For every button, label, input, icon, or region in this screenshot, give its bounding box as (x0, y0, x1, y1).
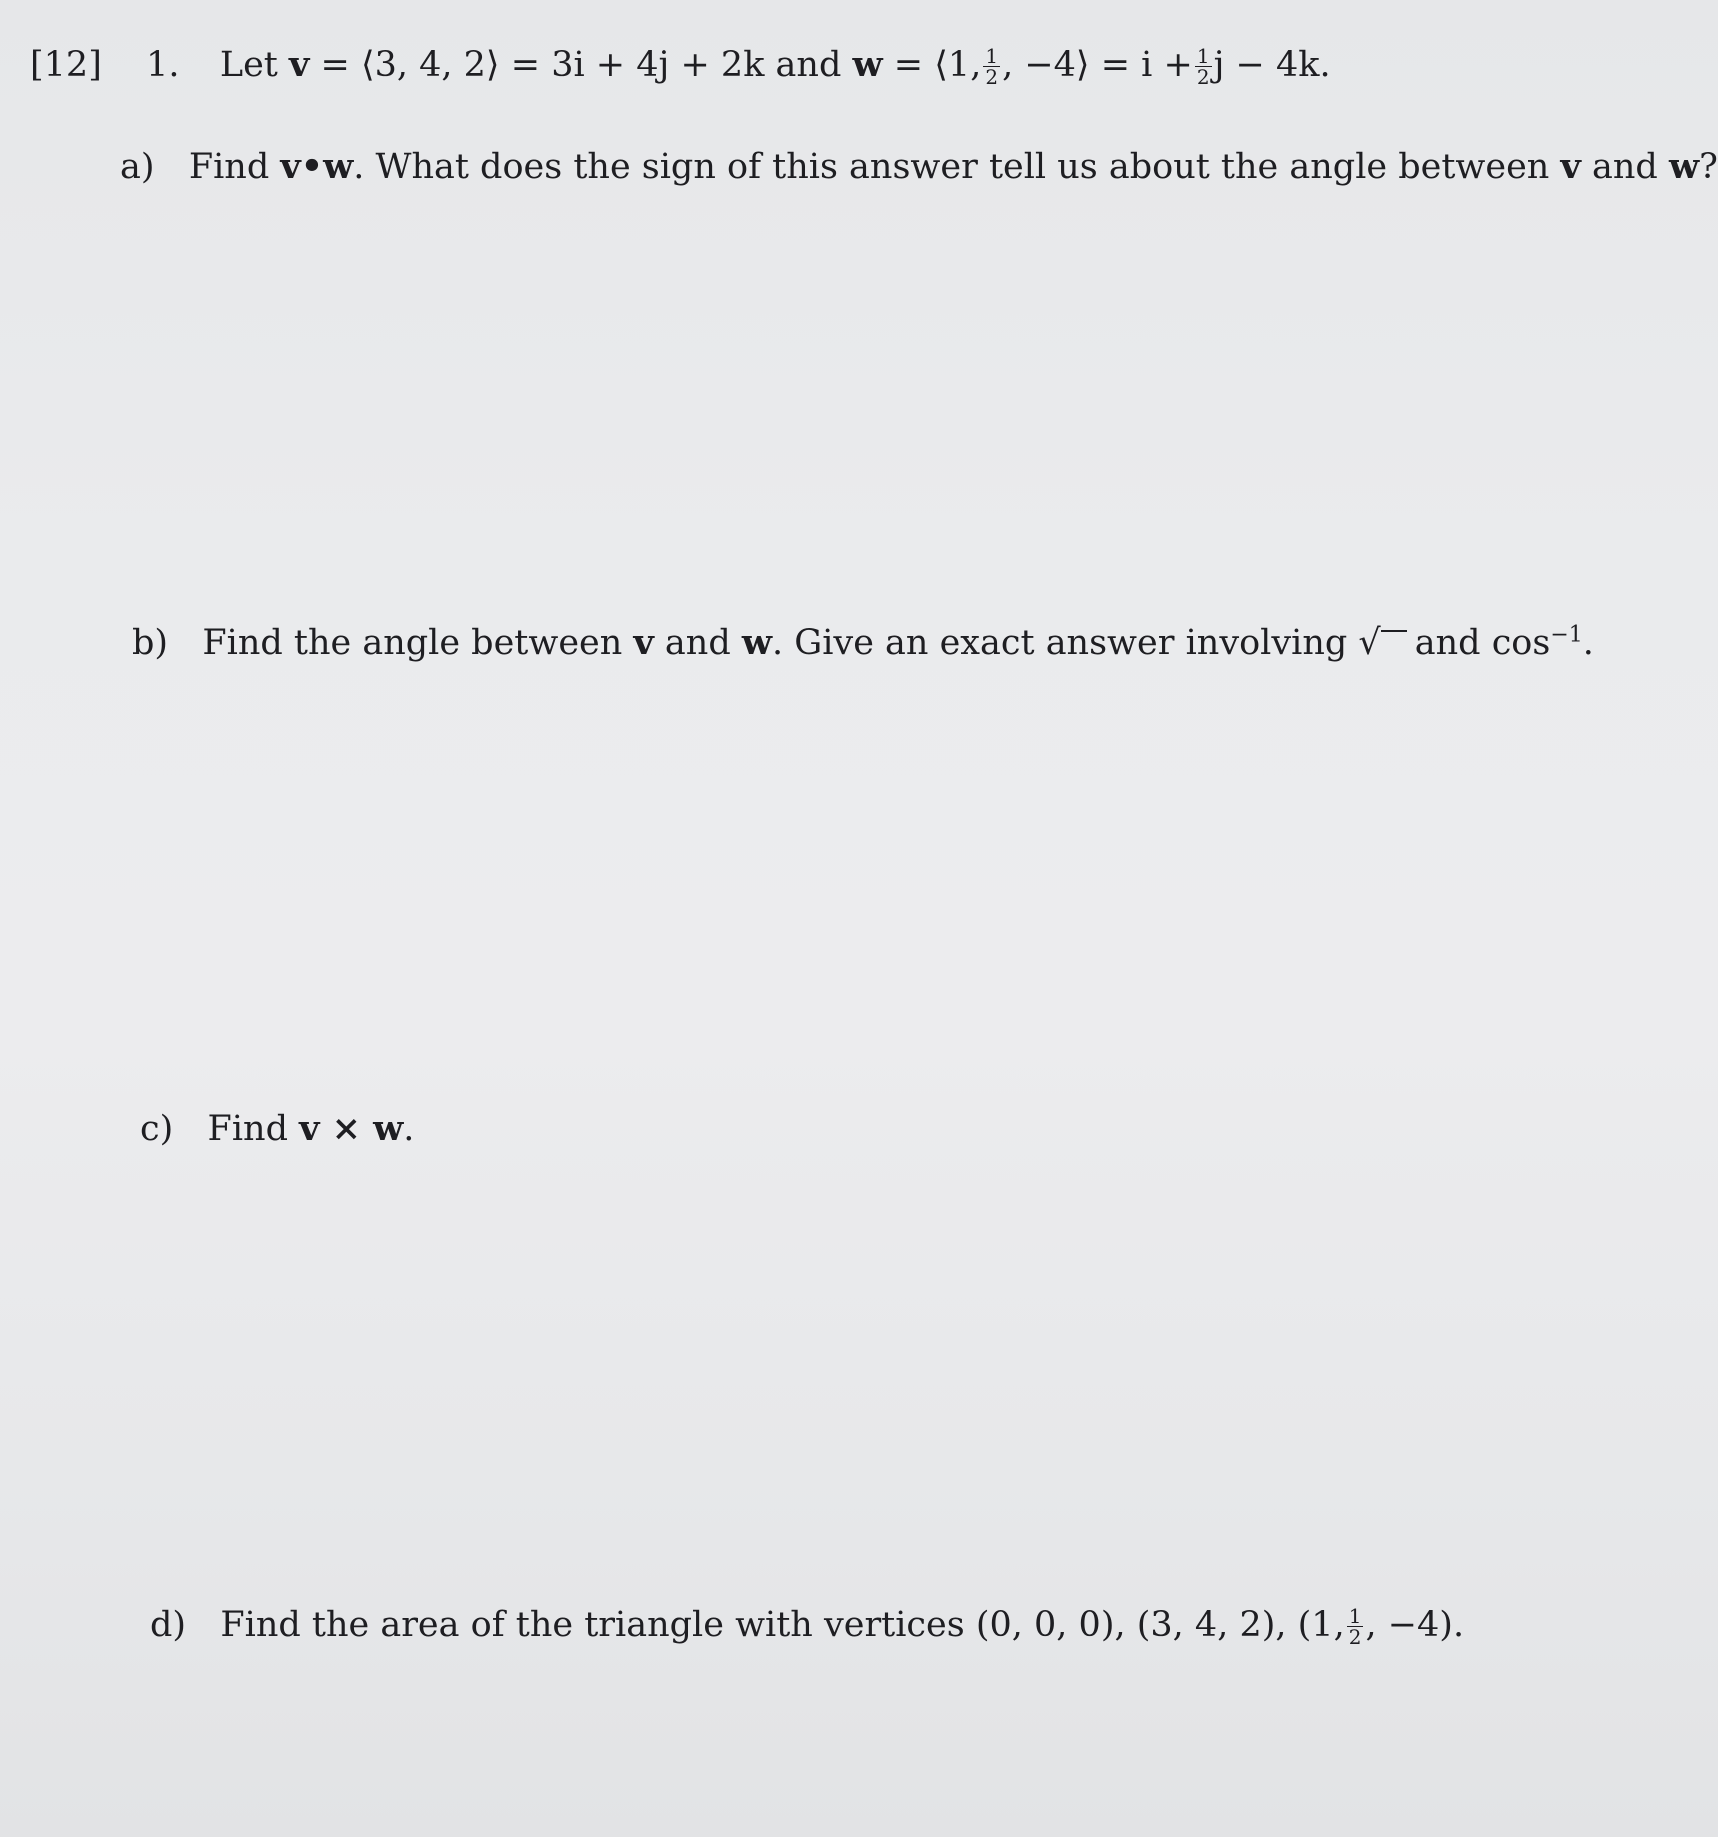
part-b-instruction: . Give an exact answer involving (772, 623, 1348, 663)
fraction-one-half: $\frac{1}{2}$ (1348, 1604, 1362, 1649)
vector-w: w (852, 44, 883, 85)
part-d-text: Find the area of the triangle with vertices (220, 1605, 965, 1645)
problem-number: 1. (146, 45, 180, 85)
vertex-1: (0, 0, 0), (975, 1605, 1126, 1645)
inverse-exponent: −1 (1550, 622, 1583, 648)
equals-sign: = (510, 45, 541, 85)
vertex-3-close: , −4). (1365, 1605, 1465, 1645)
dot-product-expr: v•w (280, 146, 354, 187)
part-c-find: Find (207, 1109, 288, 1149)
part-b (132, 622, 1594, 664)
part-a-label: a) (120, 147, 155, 187)
and-word: and (1414, 623, 1481, 663)
equals-sign: = (1100, 45, 1131, 85)
question-mark: ? (1699, 147, 1718, 187)
sqrt-bar (1381, 630, 1407, 632)
sqrt-symbol: √ (1358, 623, 1381, 663)
w-expanded-start: i + (1141, 45, 1193, 85)
cross-product-expr: v × w (299, 1108, 404, 1149)
part-c (140, 1108, 414, 1150)
cos-function: cos (1491, 623, 1551, 663)
points-label: [12] (30, 45, 102, 85)
and-word: and (1591, 147, 1658, 187)
w-tuple-open: ⟨1, (934, 45, 982, 85)
part-a-question: . What does the sign of this answer tell us about the angle between (353, 147, 1550, 187)
vector-v: v (1560, 146, 1581, 187)
fraction-one-half: $\frac{1}{2}$ (985, 44, 999, 89)
part-a (120, 146, 1718, 188)
w-expanded-end: j − 4k. (1213, 45, 1331, 85)
part-b-find: Find the angle between (202, 623, 623, 663)
fraction-one-half: $\frac{1}{2}$ (1196, 44, 1210, 89)
problem-statement (30, 44, 1331, 87)
v-expanded: 3i + 4j + 2k (551, 45, 765, 85)
part-a-find: Find (188, 147, 270, 187)
period: . (403, 1109, 415, 1149)
and-word: and (664, 623, 731, 663)
and-word: and (775, 45, 842, 85)
vector-v: v (289, 44, 310, 85)
part-d (150, 1604, 1464, 1647)
part-c-label: c) (140, 1109, 174, 1149)
let-word: Let (219, 45, 278, 85)
part-d-label: d) (150, 1605, 187, 1645)
equals-sign: = (893, 45, 924, 85)
w-tuple-close: , −4⟩ (1002, 45, 1090, 85)
vertex-2: (3, 4, 2), (1136, 1605, 1287, 1645)
equals-sign: = (320, 45, 350, 85)
part-b-label: b) (132, 623, 169, 663)
vertex-3-open: (1, (1297, 1605, 1345, 1645)
vector-v: v (633, 622, 654, 663)
v-tuple: ⟨3, 4, 2⟩ (360, 45, 500, 85)
period: . (1582, 623, 1594, 663)
vector-w: w (741, 622, 773, 663)
vector-w: w (1668, 146, 1700, 187)
